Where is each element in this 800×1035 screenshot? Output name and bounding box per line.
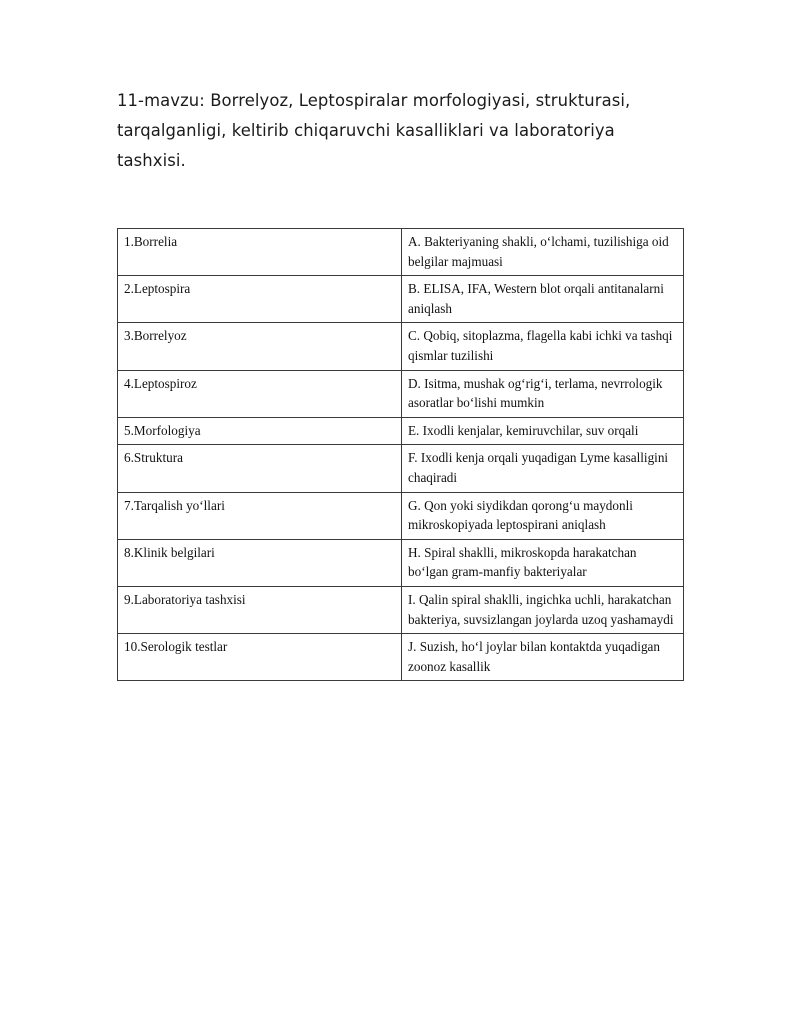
table-row [118,634,684,681]
table-cell-term: 1.Borrelia [118,229,402,276]
table-cell-definition: G. Qon yoki siydikdan qorong‘u maydonli mikroskopiyada leptospirani aniqlash [402,492,684,539]
table-cell-definition: B. ELISA, IFA, Western blot orqali antitanalarni aniqlash [402,276,684,323]
table-cell-definition: E. Ixodli kenjalar, kemiruvchilar, suv orqali [402,417,684,445]
table-cell-term: 5.Morfologiya [118,417,402,445]
table-cell-definition: I. Qalin spiral shaklli, ingichka uchli, harakatchan bakteriya, suvsizlangan joylarda uzoq yashamaydi [402,586,684,633]
table-cell-term: 8.Klinik belgilari [118,539,402,586]
table-row [118,229,684,276]
page-title: 11-mavzu: Borrelyoz, Leptospiralar morfologiyasi, strukturasi, tarqalganligi, keltirib chiqaruvchi kasalliklari va laboratoriya tashxisi. [117,91,631,170]
table-cell-definition: F. Ixodli kenja orqali yuqadigan Lyme kasalligini chaqiradi [402,445,684,492]
table-cell-definition: D. Isitma, mushak og‘rig‘i, terlama, nevrrologik asoratlar bo‘lishi mumkin [402,370,684,417]
table-row [118,539,684,586]
table-row [118,445,684,492]
table-cell-term: 3.Borrelyoz [118,323,402,370]
matching-table [117,228,684,681]
table-row [118,276,684,323]
table-cell-definition: C. Qobiq, sitoplazma, flagella kabi ichki va tashqi qismlar tuzilishi [402,323,684,370]
table-row [118,417,684,445]
table-cell-term: 2.Leptospira [118,276,402,323]
table-row [118,492,684,539]
table-cell-definition: H. Spiral shaklli, mikroskopda harakatchan bo‘lgan gram-manfiy bakteriyalar [402,539,684,586]
table-row [118,323,684,370]
table-cell-definition: A. Bakteriyaning shakli, o‘lchami, tuzilishiga oid belgilar majmuasi [402,229,684,276]
table-cell-term: 6.Struktura [118,445,402,492]
table-cell-term: 7.Tarqalish yo‘llari [118,492,402,539]
table-cell-term: 9.Laboratoriya tashxisi [118,586,402,633]
table-row [118,586,684,633]
table-cell-term: 4.Leptospiroz [118,370,402,417]
table-body [118,229,684,681]
table-row [118,370,684,417]
table-cell-definition: J. Suzish, ho‘l joylar bilan kontaktda yuqadigan zoonoz kasallik [402,634,684,681]
table-cell-term: 10.Serologik testlar [118,634,402,681]
